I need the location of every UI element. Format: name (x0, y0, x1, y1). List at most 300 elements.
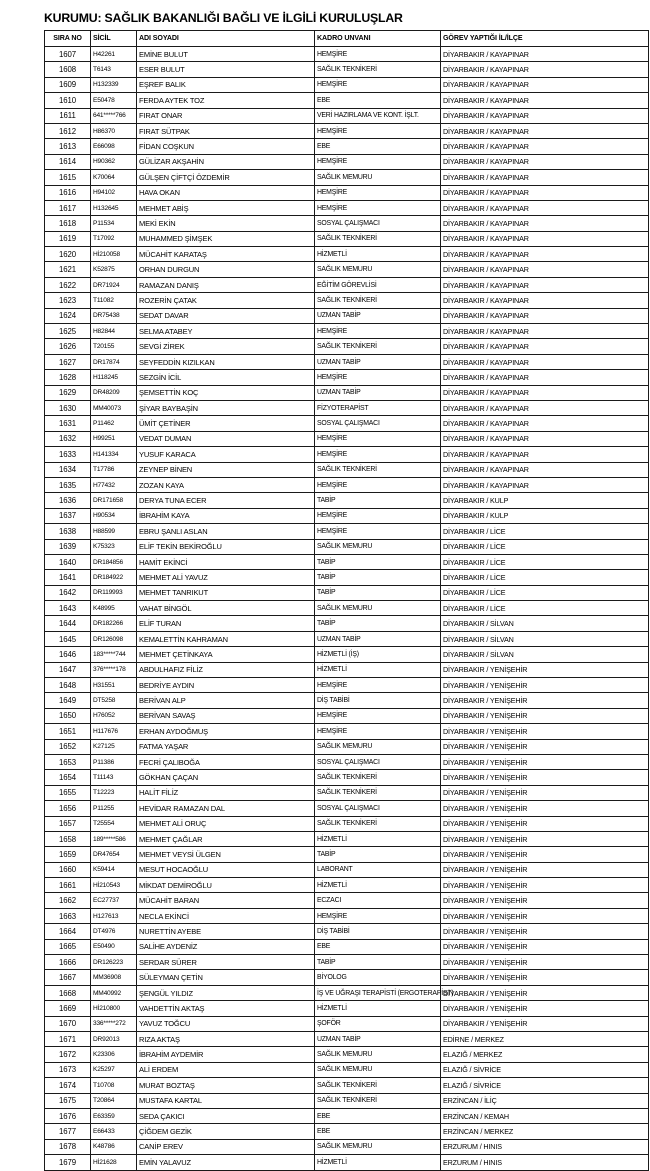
column-header-gorev-yeri: GÖREV YAPTIĞI İL/İLÇE (441, 31, 649, 47)
cell-gorev-yeri: DİYARBAKIR / KAYAPINAR (441, 277, 649, 292)
cell-sicil: T11143 (91, 770, 137, 785)
cell-adi-soyadi: SELMA ATABEY (137, 324, 315, 339)
cell-kadro-unvani: HİZMETLİ (315, 831, 441, 846)
cell-sira-no: 1647 (45, 662, 91, 677)
cell-kadro-unvani: HİZMETLİ (315, 1001, 441, 1016)
table-row (45, 708, 649, 723)
cell-sira-no: 1672 (45, 1047, 91, 1062)
cell-sira-no: 1666 (45, 955, 91, 970)
cell-sicil: E50490 (91, 939, 137, 954)
cell-sicil: MM40992 (91, 985, 137, 1000)
cell-sicil: 641*****766 (91, 108, 137, 123)
cell-sicil: H31551 (91, 678, 137, 693)
cell-kadro-unvani: SAĞLIK MEMURU (315, 170, 441, 185)
cell-sira-no: 1662 (45, 893, 91, 908)
cell-kadro-unvani: EBE (315, 939, 441, 954)
cell-kadro-unvani: HEMŞİRE (315, 77, 441, 92)
table-row (45, 1032, 649, 1047)
cell-sira-no: 1663 (45, 908, 91, 923)
personnel-table (44, 30, 649, 1171)
cell-sicil: DR47654 (91, 847, 137, 862)
cell-kadro-unvani: TABİP (315, 616, 441, 631)
table-row (45, 770, 649, 785)
cell-sira-no: 1637 (45, 508, 91, 523)
table-row (45, 216, 649, 231)
cell-sicil: E66433 (91, 1124, 137, 1139)
table-row (45, 647, 649, 662)
cell-gorev-yeri: DİYARBAKIR / SİLVAN (441, 631, 649, 646)
cell-sira-no: 1645 (45, 631, 91, 646)
cell-sira-no: 1675 (45, 1093, 91, 1108)
cell-sira-no: 1630 (45, 400, 91, 415)
cell-adi-soyadi: EŞREF BALIK (137, 77, 315, 92)
cell-kadro-unvani: SAĞLIK TEKNİKERİ (315, 293, 441, 308)
cell-gorev-yeri: DİYARBAKIR / LİCE (441, 554, 649, 569)
cell-gorev-yeri: DİYARBAKIR / YENİŞEHİR (441, 908, 649, 923)
cell-kadro-unvani: DİŞ TABİBİ (315, 924, 441, 939)
cell-sira-no: 1642 (45, 585, 91, 600)
table-row (45, 47, 649, 62)
table-row (45, 62, 649, 77)
cell-kadro-unvani: HEMŞİRE (315, 447, 441, 462)
cell-sicil: DT5258 (91, 693, 137, 708)
cell-sira-no: 1628 (45, 370, 91, 385)
cell-adi-soyadi: BEDRİYE AYDIN (137, 678, 315, 693)
cell-kadro-unvani: EĞİTİM GÖREVLİSİ (315, 277, 441, 292)
cell-sira-no: 1634 (45, 462, 91, 477)
cell-sira-no: 1627 (45, 354, 91, 369)
cell-adi-soyadi: FIRAT SÜTPAK (137, 123, 315, 138)
table-row (45, 739, 649, 754)
cell-kadro-unvani: HİZMETLİ (315, 1155, 441, 1170)
cell-kadro-unvani: SAĞLIK TEKNİKERİ (315, 785, 441, 800)
cell-adi-soyadi: NURETTİN AYEBE (137, 924, 315, 939)
cell-gorev-yeri: DİYARBAKIR / SİLVAN (441, 616, 649, 631)
cell-sicil: K27125 (91, 739, 137, 754)
cell-sicil: K23306 (91, 1047, 137, 1062)
cell-kadro-unvani: TABİP (315, 570, 441, 585)
cell-gorev-yeri: DİYARBAKIR / YENİŞEHİR (441, 739, 649, 754)
cell-gorev-yeri: DİYARBAKIR / YENİŞEHİR (441, 724, 649, 739)
cell-sicil: P11255 (91, 801, 137, 816)
cell-kadro-unvani: HEMŞİRE (315, 708, 441, 723)
cell-sira-no: 1659 (45, 847, 91, 862)
cell-adi-soyadi: HAVA OKAN (137, 185, 315, 200)
cell-kadro-unvani: FİZYOTERAPİST (315, 400, 441, 415)
table-row (45, 185, 649, 200)
cell-adi-soyadi: ŞİYAR BAYBAŞİN (137, 400, 315, 415)
cell-kadro-unvani: UZMAN TABİP (315, 354, 441, 369)
cell-kadro-unvani: HEMŞİRE (315, 431, 441, 446)
table-row (45, 247, 649, 262)
cell-adi-soyadi: ELİF TEKİN BEKİROĞLU (137, 539, 315, 554)
cell-kadro-unvani: SAĞLIK MEMURU (315, 1062, 441, 1077)
cell-sicil: T12223 (91, 785, 137, 800)
cell-sicil: 183*****744 (91, 647, 137, 662)
cell-adi-soyadi: MESUT HOCAOĞLU (137, 862, 315, 877)
cell-gorev-yeri: EDİRNE / MERKEZ (441, 1032, 649, 1047)
cell-gorev-yeri: DİYARBAKIR / KAYAPINAR (441, 247, 649, 262)
cell-sicil: DR126223 (91, 955, 137, 970)
cell-kadro-unvani: EBE (315, 1124, 441, 1139)
cell-sira-no: 1656 (45, 801, 91, 816)
table-row (45, 862, 649, 877)
cell-sicil: DR184856 (91, 554, 137, 569)
cell-kadro-unvani: SOSYAL ÇALIŞMACI (315, 216, 441, 231)
cell-kadro-unvani: HEMŞİRE (315, 524, 441, 539)
cell-sira-no: 1648 (45, 678, 91, 693)
table-row (45, 801, 649, 816)
cell-sira-no: 1625 (45, 324, 91, 339)
table-row (45, 231, 649, 246)
cell-sira-no: 1653 (45, 754, 91, 769)
cell-sira-no: 1629 (45, 385, 91, 400)
cell-kadro-unvani: TABİP (315, 955, 441, 970)
table-row (45, 1001, 649, 1016)
table-row (45, 908, 649, 923)
cell-sira-no: 1650 (45, 708, 91, 723)
cell-sicil: H90362 (91, 154, 137, 169)
cell-sicil: K25297 (91, 1062, 137, 1077)
cell-sicil: T17786 (91, 462, 137, 477)
cell-sira-no: 1660 (45, 862, 91, 877)
table-header-row (45, 31, 649, 47)
table-row (45, 262, 649, 277)
table-row (45, 1016, 649, 1031)
cell-gorev-yeri: DİYARBAKIR / YENİŞEHİR (441, 831, 649, 846)
cell-adi-soyadi: ÇİĞDEM GEZİK (137, 1124, 315, 1139)
cell-adi-soyadi: BERİVAN ALP (137, 693, 315, 708)
cell-adi-soyadi: MİKDAT DEMİROĞLU (137, 878, 315, 893)
cell-adi-soyadi: DERYA TUNA ECER (137, 493, 315, 508)
cell-sira-no: 1610 (45, 93, 91, 108)
cell-sicil: T11082 (91, 293, 137, 308)
cell-adi-soyadi: ORHAN DURGUN (137, 262, 315, 277)
table-row (45, 616, 649, 631)
cell-kadro-unvani: HİZMETLİ (315, 247, 441, 262)
cell-adi-soyadi: ŞEMSETTİN KOÇ (137, 385, 315, 400)
cell-sira-no: 1678 (45, 1139, 91, 1154)
cell-sira-no: 1665 (45, 939, 91, 954)
cell-sicil: K59414 (91, 862, 137, 877)
table-row (45, 370, 649, 385)
cell-gorev-yeri: DİYARBAKIR / KAYAPINAR (441, 108, 649, 123)
cell-sira-no: 1626 (45, 339, 91, 354)
cell-gorev-yeri: DİYARBAKIR / KAYAPINAR (441, 416, 649, 431)
cell-kadro-unvani: ŞOFÖR (315, 1016, 441, 1031)
cell-sicil: MM36908 (91, 970, 137, 985)
table-header (45, 31, 649, 47)
cell-gorev-yeri: DİYARBAKIR / YENİŞEHİR (441, 693, 649, 708)
table-row (45, 970, 649, 985)
cell-sira-no: 1635 (45, 477, 91, 492)
cell-adi-soyadi: MEHMET VEYSİ ÜLGEN (137, 847, 315, 862)
cell-sira-no: 1636 (45, 493, 91, 508)
cell-sicil: K48786 (91, 1139, 137, 1154)
cell-sira-no: 1651 (45, 724, 91, 739)
cell-adi-soyadi: MEHMET ALİ YAVUZ (137, 570, 315, 585)
cell-adi-soyadi: EBRU ŞANLI ASLAN (137, 524, 315, 539)
cell-adi-soyadi: RIZA AKTAŞ (137, 1032, 315, 1047)
cell-gorev-yeri: DİYARBAKIR / LİCE (441, 570, 649, 585)
cell-sira-no: 1670 (45, 1016, 91, 1031)
table-row (45, 354, 649, 369)
cell-sicil: E63359 (91, 1108, 137, 1123)
cell-sicil: H132339 (91, 77, 137, 92)
cell-adi-soyadi: MÜCAHİT BARAN (137, 893, 315, 908)
cell-sicil: DR184922 (91, 570, 137, 585)
cell-sira-no: 1619 (45, 231, 91, 246)
cell-kadro-unvani: SOSYAL ÇALIŞMACI (315, 416, 441, 431)
cell-adi-soyadi: VAHAT BİNGÖL (137, 601, 315, 616)
cell-sira-no: 1617 (45, 200, 91, 215)
cell-sicil: DR171658 (91, 493, 137, 508)
cell-gorev-yeri: DİYARBAKIR / KAYAPINAR (441, 216, 649, 231)
cell-sira-no: 1669 (45, 1001, 91, 1016)
cell-adi-soyadi: HAMİT EKİNCİ (137, 554, 315, 569)
cell-adi-soyadi: ELİF TURAN (137, 616, 315, 631)
cell-kadro-unvani: HİZMETLİ (315, 878, 441, 893)
cell-sicil: 376*****178 (91, 662, 137, 677)
cell-kadro-unvani: SAĞLIK MEMURU (315, 539, 441, 554)
cell-sicil: DR126098 (91, 631, 137, 646)
cell-gorev-yeri: DİYARBAKIR / LİCE (441, 585, 649, 600)
table-row (45, 385, 649, 400)
cell-gorev-yeri: DİYARBAKIR / YENİŞEHİR (441, 893, 649, 908)
table-row (45, 324, 649, 339)
table-row (45, 447, 649, 462)
cell-sicil: H132645 (91, 200, 137, 215)
cell-adi-soyadi: SÜLEYMAN ÇETİN (137, 970, 315, 985)
cell-kadro-unvani: SAĞLIK TEKNİKERİ (315, 816, 441, 831)
table-row (45, 847, 649, 862)
cell-gorev-yeri: DİYARBAKIR / KAYAPINAR (441, 462, 649, 477)
cell-gorev-yeri: ERZİNCAN / KEMAH (441, 1108, 649, 1123)
cell-sira-no: 1643 (45, 601, 91, 616)
table-row (45, 678, 649, 693)
cell-gorev-yeri: DİYARBAKIR / KAYAPINAR (441, 154, 649, 169)
cell-kadro-unvani: SAĞLIK TEKNİKERİ (315, 1093, 441, 1108)
cell-sicil: P11462 (91, 416, 137, 431)
cell-adi-soyadi: SEDA ÇAKICI (137, 1108, 315, 1123)
cell-sira-no: 1618 (45, 216, 91, 231)
cell-sira-no: 1679 (45, 1155, 91, 1170)
cell-kadro-unvani: TABİP (315, 493, 441, 508)
table-row (45, 662, 649, 677)
cell-sira-no: 1607 (45, 47, 91, 62)
cell-sira-no: 1615 (45, 170, 91, 185)
table-row (45, 477, 649, 492)
cell-sira-no: 1657 (45, 816, 91, 831)
cell-gorev-yeri: DİYARBAKIR / YENİŞEHİR (441, 770, 649, 785)
cell-sicil: DT4976 (91, 924, 137, 939)
table-row (45, 1047, 649, 1062)
table-row (45, 878, 649, 893)
cell-sira-no: 1622 (45, 277, 91, 292)
cell-adi-soyadi: ÜMİT ÇETİNER (137, 416, 315, 431)
cell-gorev-yeri: DİYARBAKIR / KAYAPINAR (441, 47, 649, 62)
cell-adi-soyadi: FECRİ ÇALIBOĞA (137, 754, 315, 769)
cell-sicil: Hİ210800 (91, 1001, 137, 1016)
cell-adi-soyadi: ZOZAN KAYA (137, 477, 315, 492)
cell-gorev-yeri: ERZURUM / HINIS (441, 1139, 649, 1154)
cell-gorev-yeri: DİYARBAKIR / KAYAPINAR (441, 262, 649, 277)
cell-sira-no: 1611 (45, 108, 91, 123)
cell-sira-no: 1633 (45, 447, 91, 462)
cell-adi-soyadi: ALİ ERDEM (137, 1062, 315, 1077)
cell-gorev-yeri: DİYARBAKIR / LİCE (441, 524, 649, 539)
table-row (45, 939, 649, 954)
cell-adi-soyadi: VEDAT DUMAN (137, 431, 315, 446)
cell-adi-soyadi: SALİHE AYDENİZ (137, 939, 315, 954)
cell-kadro-unvani: HEMŞİRE (315, 185, 441, 200)
cell-kadro-unvani: LABORANT (315, 862, 441, 877)
cell-kadro-unvani: TABİP (315, 585, 441, 600)
cell-adi-soyadi: MEHMET TANRIKUT (137, 585, 315, 600)
cell-sira-no: 1673 (45, 1062, 91, 1077)
cell-kadro-unvani: BİYOLOG (315, 970, 441, 985)
table-row (45, 77, 649, 92)
cell-sira-no: 1667 (45, 970, 91, 985)
cell-gorev-yeri: DİYARBAKIR / KAYAPINAR (441, 324, 649, 339)
cell-gorev-yeri: DİYARBAKIR / KAYAPINAR (441, 200, 649, 215)
cell-sira-no: 1624 (45, 308, 91, 323)
cell-sicil: MM40073 (91, 400, 137, 415)
cell-kadro-unvani: SAĞLIK MEMURU (315, 1139, 441, 1154)
cell-kadro-unvani: SOSYAL ÇALIŞMACI (315, 754, 441, 769)
cell-gorev-yeri: ELAZIĞ / SİVRİCE (441, 1078, 649, 1093)
cell-sicil: H90534 (91, 508, 137, 523)
cell-adi-soyadi: GÜLİZAR AKŞAHİN (137, 154, 315, 169)
cell-gorev-yeri: DİYARBAKIR / YENİŞEHİR (441, 924, 649, 939)
table-row (45, 493, 649, 508)
cell-adi-soyadi: ESER BULUT (137, 62, 315, 77)
cell-sicil: T10708 (91, 1078, 137, 1093)
cell-kadro-unvani: HEMŞİRE (315, 724, 441, 739)
column-header-kadro-unvani: KADRO UNVANI (315, 31, 441, 47)
table-row (45, 200, 649, 215)
cell-kadro-unvani: DİŞ TABİBİ (315, 693, 441, 708)
cell-sira-no: 1654 (45, 770, 91, 785)
cell-kadro-unvani: SAĞLIK TEKNİKERİ (315, 462, 441, 477)
table-row (45, 816, 649, 831)
cell-kadro-unvani: SAĞLIK MEMURU (315, 601, 441, 616)
cell-sira-no: 1674 (45, 1078, 91, 1093)
cell-adi-soyadi: MEHMET ÇETİNKAYA (137, 647, 315, 662)
cell-sira-no: 1671 (45, 1032, 91, 1047)
cell-sira-no: 1638 (45, 524, 91, 539)
cell-adi-soyadi: GÜLŞEN ÇİFTÇİ ÖZDEMİR (137, 170, 315, 185)
cell-kadro-unvani: SAĞLIK TEKNİKERİ (315, 770, 441, 785)
cell-gorev-yeri: DİYARBAKIR / KULP (441, 493, 649, 508)
table-row (45, 139, 649, 154)
cell-sicil: E50478 (91, 93, 137, 108)
cell-kadro-unvani: HEMŞİRE (315, 508, 441, 523)
cell-gorev-yeri: DİYARBAKIR / KAYAPINAR (441, 185, 649, 200)
table-row (45, 1062, 649, 1077)
cell-sira-no: 1668 (45, 985, 91, 1000)
cell-sicil: H88599 (91, 524, 137, 539)
cell-kadro-unvani: SAĞLIK TEKNİKERİ (315, 339, 441, 354)
table-row (45, 400, 649, 415)
cell-sicil: K70064 (91, 170, 137, 185)
cell-gorev-yeri: DİYARBAKIR / KAYAPINAR (441, 170, 649, 185)
cell-gorev-yeri: DİYARBAKIR / KAYAPINAR (441, 308, 649, 323)
cell-sira-no: 1616 (45, 185, 91, 200)
cell-adi-soyadi: GÖKHAN ÇAÇAN (137, 770, 315, 785)
table-row (45, 524, 649, 539)
cell-sicil: DR17874 (91, 354, 137, 369)
cell-adi-soyadi: FERDA AYTEK TOZ (137, 93, 315, 108)
cell-kadro-unvani: HEMŞİRE (315, 324, 441, 339)
cell-sira-no: 1609 (45, 77, 91, 92)
cell-adi-soyadi: İBRAHİM AYDEMİR (137, 1047, 315, 1062)
cell-kadro-unvani: VERİ HAZIRLAMA VE KONT. İŞLT. (315, 108, 441, 123)
cell-gorev-yeri: DİYARBAKIR / KAYAPINAR (441, 139, 649, 154)
cell-gorev-yeri: DİYARBAKIR / KAYAPINAR (441, 431, 649, 446)
cell-sira-no: 1661 (45, 878, 91, 893)
cell-adi-soyadi: SEVGİ ZİREK (137, 339, 315, 354)
cell-gorev-yeri: DİYARBAKIR / YENİŞEHİR (441, 816, 649, 831)
cell-gorev-yeri: DİYARBAKIR / LİCE (441, 601, 649, 616)
cell-kadro-unvani: HEMŞİRE (315, 47, 441, 62)
cell-adi-soyadi: MEHMET ALİ ORUÇ (137, 816, 315, 831)
cell-gorev-yeri: DİYARBAKIR / KAYAPINAR (441, 385, 649, 400)
cell-adi-soyadi: MEHMET ÇAĞLAR (137, 831, 315, 846)
cell-adi-soyadi: FATMA YAŞAR (137, 739, 315, 754)
column-header-adi-soyadi: ADI SOYADI (137, 31, 315, 47)
table-row (45, 416, 649, 431)
cell-sira-no: 1621 (45, 262, 91, 277)
cell-kadro-unvani: İŞ VE UĞRAŞI TERAPİSTİ (ERGOTERAPİST) (315, 985, 441, 1000)
cell-kadro-unvani: SAĞLIK TEKNİKERİ (315, 62, 441, 77)
cell-gorev-yeri: DİYARBAKIR / KAYAPINAR (441, 400, 649, 415)
cell-adi-soyadi: SEYFEDDİN KIZILKAN (137, 354, 315, 369)
table-row (45, 431, 649, 446)
table-row (45, 539, 649, 554)
cell-sicil: H77432 (91, 477, 137, 492)
cell-kadro-unvani: HİZMETLİ (İŞ) (315, 647, 441, 662)
cell-sicil: H42261 (91, 47, 137, 62)
table-row (45, 108, 649, 123)
cell-sicil: H82844 (91, 324, 137, 339)
cell-sicil: T20864 (91, 1093, 137, 1108)
cell-adi-soyadi: MÜCAHİT KARATAŞ (137, 247, 315, 262)
cell-adi-soyadi: YAVUZ TOĞCU (137, 1016, 315, 1031)
cell-sira-no: 1640 (45, 554, 91, 569)
table-row (45, 893, 649, 908)
cell-gorev-yeri: DİYARBAKIR / YENİŞEHİR (441, 955, 649, 970)
cell-sicil: DR71924 (91, 277, 137, 292)
table-row (45, 985, 649, 1000)
table-row (45, 1155, 649, 1170)
cell-sicil: H127613 (91, 908, 137, 923)
table-row (45, 154, 649, 169)
table-row (45, 693, 649, 708)
cell-sicil: P11534 (91, 216, 137, 231)
table-row (45, 462, 649, 477)
cell-sicil: EC27737 (91, 893, 137, 908)
cell-sicil: H76052 (91, 708, 137, 723)
cell-sira-no: 1677 (45, 1124, 91, 1139)
cell-kadro-unvani: SAĞLIK TEKNİKERİ (315, 231, 441, 246)
cell-kadro-unvani: SAĞLIK MEMURU (315, 262, 441, 277)
cell-kadro-unvani: TABİP (315, 847, 441, 862)
table-row (45, 123, 649, 138)
cell-adi-soyadi: MEHMET ABİŞ (137, 200, 315, 215)
cell-kadro-unvani: HEMŞİRE (315, 154, 441, 169)
cell-adi-soyadi: CANİP EREV (137, 1139, 315, 1154)
